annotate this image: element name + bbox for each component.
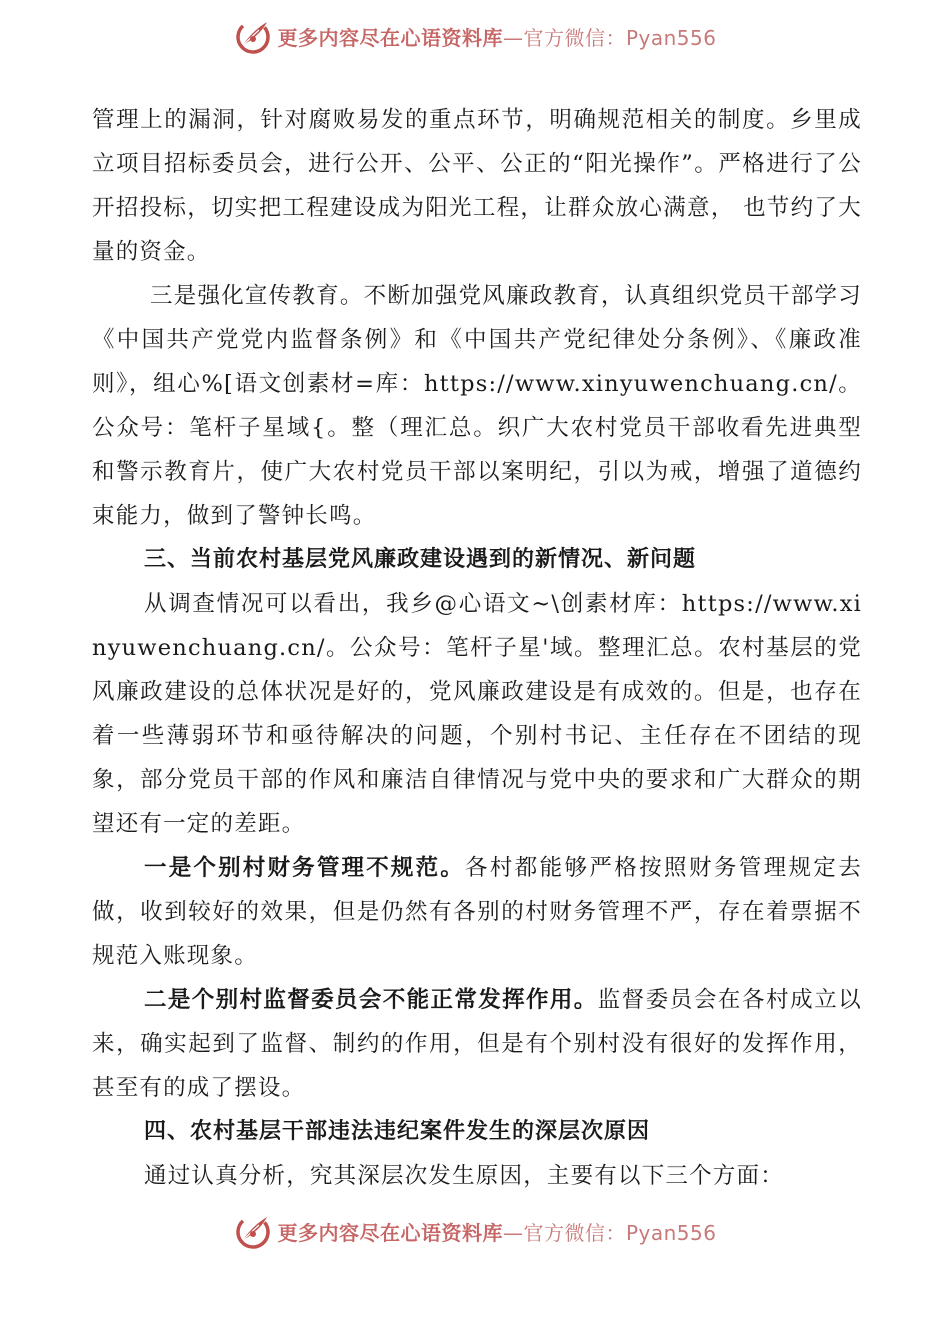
paragraph-3: 从调查情况可以看出，我乡@心语文~\创素材库：https://www.xinyuwenchuang.cn/。公众号：笔杆子星'域。整理汇总。农村基层的党风廉政建设的总体状况是好的，党风廉政建设是有成效的。但是，也存在着一些薄弱环节和亟待解决的问题，个别村书记、主任存在不团结的现象，部分党员干部的作风和廉洁自律情况与党中央的要求和广大群众的期望还有一定的差距。 [92,591,862,837]
paragraph-5-text: 监督委员会在各村成立以来，确实起到了监督、制约的作用，但是有个别村没有很好的发挥作用，甚至有的成了摆设。 [92,987,862,1101]
banner-contact: —官方微信：Pyan556 [502,25,717,50]
banner-contact: —官方微信：Pyan556 [502,1220,717,1245]
paragraph-5 [92,978,862,1110]
footer-banner [0,1209,950,1253]
banner-text [277,22,716,51]
paragraph-4-lead: 一是个别村财务管理不规范。 [144,855,465,881]
document-body [92,98,862,1198]
header-banner [0,14,950,58]
banner-highlight: 更多内容尽在心语资料库 [277,25,503,50]
paragraph-4-text: 各村都能够严格按照财务管理规定去做，收到较好的效果，但是仍然有各别的村财务管理不严，存在着票据不规范入账现象。 [92,855,862,969]
section-heading-3: 三、当前农村基层党风廉政建设遇到的新情况、新问题 [144,547,697,572]
paragraph-2: 三是强化宣传教育。不断加强党风廉政教育，认真组织党员干部学习《中国共产党党内监督条例》和《中国共产党纪律处分条例》、《廉政准则》，组心%[语文创素材=库：https://www.xinyuwenchuang.cn/。公众号：笔杆子星域{。整（理汇总。织广大农村党员干部收看先进典型和警示教育片，使广大农村党员干部以案明纪，引以为戒，增强了道德约束能力，做到了警钟长鸣。 [92,283,862,529]
section-heading-4: 四、农村基层干部违法违纪案件发生的深层次原因 [144,1119,651,1144]
banner-text [277,1217,716,1246]
paragraph-6: 通过认真分析，究其深层次发生原因，主要有以下三个方面： [144,1163,784,1189]
paragraph-1: 管理上的漏洞，针对腐败易发的重点环节，明确规范相关的制度。乡里成立项目招标委员会，进行公开、公平、公正的“阳光操作”。严格进行了公开招投标，切实把工程建设成为阳光工程，让群众放心满意， 也节约了大量的资金。 [92,107,862,265]
banner-highlight: 更多内容尽在心语资料库 [277,1220,503,1245]
paragraph-4 [92,846,862,978]
quill-circle-logo-icon [233,16,273,56]
paragraph-5-lead: 二是个别村监督委员会不能正常发挥作用。 [144,987,598,1013]
quill-circle-logo-icon [233,1211,273,1251]
